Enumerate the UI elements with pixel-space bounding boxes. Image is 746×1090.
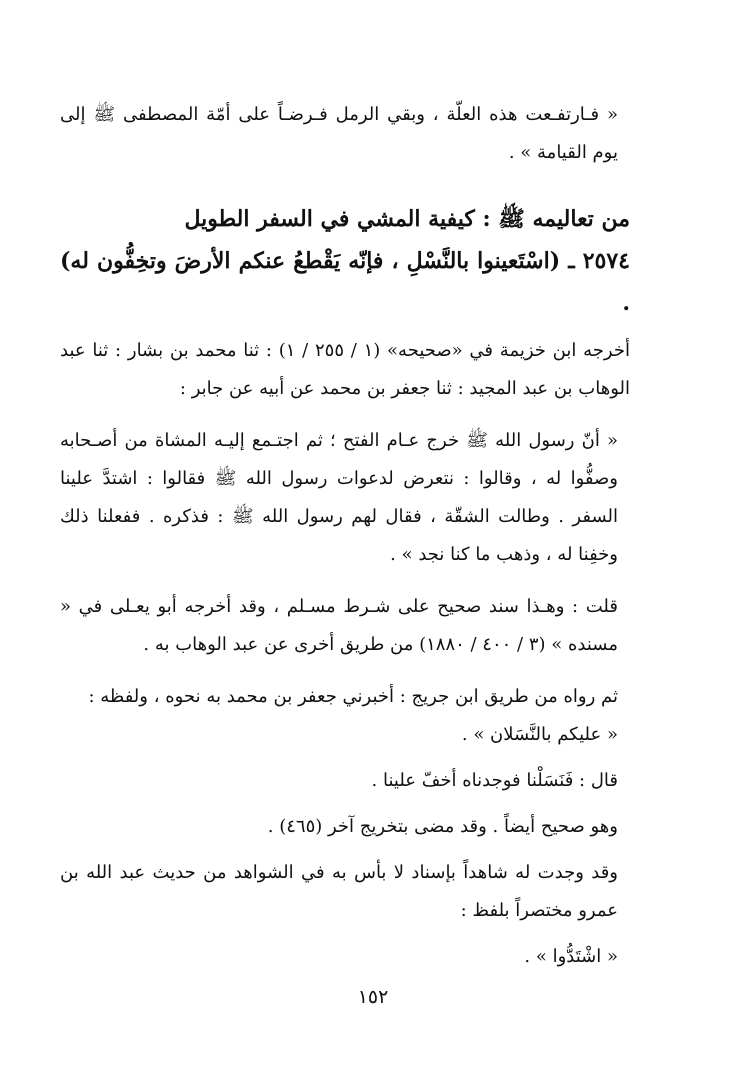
- ibn-jurayj-paragraph: ثم رواه من طريق ابن جريج : أخبرني جعفر بن محمد به نحوه ، ولفظه :: [88, 686, 618, 707]
- hadith-text-paragraph: « أنّ رسول الله ﷺ خرج عـام الفتح ؛ ثم اجتـمع إليـه المشاة من أصـحابه وصفُّوا له ، وقالوا : نتعرض لدعوات رسول الله ﷺ فقالوا : اشتدَّ علينا السفر . وطالت الشقّة ، فقال لهم رسول الله ﷺ : فذكره . ففعلنا ذلك وخفِنا له ، وذهب ما كنا نجد » .: [60, 430, 618, 565]
- page-number: ١٥٢: [357, 986, 389, 1008]
- hadith-title: ٢٥٧٤ ـ (اسْتَعينوا بالنَّسْلِ ، فإنّه يَقْطعُ عنكم الأرضَ وتخِفُّون له) .: [60, 248, 630, 316]
- sahih-paragraph: وهو صحيح أيضاً . وقد مضى بتخريج آخر (٤٦٥) .: [267, 816, 618, 837]
- takhrij-paragraph: أخرجه ابن خزيمة في «صحيحه» (١ / ٢٥٥ / ١) : ثنا محمد بن بشار : ثنا عبد الوهاب بن عبد المجيد : ثنا جعفر بن محمد عن أبيه عن جابر :: [60, 340, 630, 399]
- shahid-paragraph: وقد وجدت له شاهداً بإسناد لا بأس به في الشواهد من حديث عبد الله بن عمرو مختصراً بلفظ :: [60, 862, 618, 921]
- comment-paragraph: قلت : وهـذا سند صحيح على شـرط مسـلم ، وقد أخرجه أبو يعـلى في « مسنده » (٣ / ٤٠٠ / ١٨٨٠) من طريق أخرى عن عبد الوهاب به .: [60, 596, 618, 655]
- qala-paragraph: قال : فَنَسَلْنا فوجدناه أخفّ علينا .: [371, 770, 618, 791]
- page-content: [60, 96, 630, 976]
- section-heading: من تعاليمه ﷺ : كيفية المشي في السفر الطويل: [184, 206, 630, 232]
- ibn-jurayj-quote: « عليكم بالنَّسَلان » .: [461, 724, 618, 745]
- shahid-quote: « اشْتَدُّوا » .: [524, 946, 618, 967]
- intro-paragraph: « فـارتفـعت هذه العلّة ، وبقي الرمل فـرضـاً على أمّة المصطفى ﷺ إلى يوم القيامة » .: [60, 104, 618, 163]
